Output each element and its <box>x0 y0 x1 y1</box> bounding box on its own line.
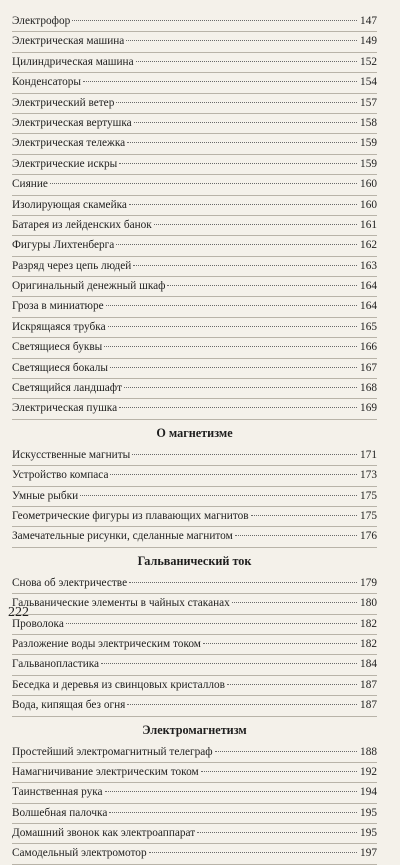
toc-entry-title: Волшебная палочка <box>12 806 108 819</box>
dot-leader <box>129 582 357 583</box>
toc-entry <box>12 574 377 594</box>
toc-entry-page: 175 <box>360 509 377 522</box>
toc-entry <box>12 676 377 696</box>
dot-leader <box>215 751 357 752</box>
toc-entry-page: 147 <box>360 15 377 27</box>
toc-entry <box>12 297 377 317</box>
toc-entry-title: Искусственные магниты <box>12 448 131 461</box>
toc-entry-title: Самодельный электромотор <box>12 847 147 860</box>
dot-leader <box>110 474 357 475</box>
dot-leader <box>104 346 357 347</box>
toc-entry-title: Фигуры Лихтенберга <box>12 239 115 252</box>
toc-entry-page: 163 <box>360 259 377 272</box>
toc-entry-title: Проволока <box>12 617 64 630</box>
toc-entry <box>12 446 377 466</box>
toc-entry-title: Разложение воды электрическим током <box>12 637 201 650</box>
toc-entry-title: Замечательные рисунки, сделанные магнитом <box>12 530 233 543</box>
toc-entry <box>12 175 377 195</box>
dot-leader <box>227 684 357 685</box>
dot-leader <box>126 40 357 41</box>
toc-entry-page: 171 <box>360 448 377 461</box>
dot-leader <box>80 495 357 496</box>
dot-leader <box>116 102 357 103</box>
dot-leader <box>105 791 357 792</box>
dot-leader <box>197 832 357 833</box>
toc-entry <box>12 763 377 783</box>
toc-entry-title: Оригинальный денежный шкаф <box>12 280 166 293</box>
toc-entry-title: Конденсаторы <box>12 76 82 89</box>
dot-leader <box>232 602 357 603</box>
dot-leader <box>251 515 357 516</box>
toc-entry <box>12 655 377 675</box>
toc-entry-title: Вода, кипящая без огня <box>12 699 126 712</box>
toc-entry-page: 164 <box>360 300 377 313</box>
dot-leader <box>101 663 357 664</box>
toc-entry-title: Домашний звонок как электроаппарат <box>12 827 196 840</box>
toc-entry-title: Искрящаяся трубка <box>12 320 106 333</box>
toc-entry <box>12 743 377 763</box>
section-heading: Гальванический ток <box>137 553 252 568</box>
dot-leader <box>154 224 357 225</box>
toc-entry-page: 182 <box>360 617 377 630</box>
toc-entry-title: Намагничивание электрическим током <box>12 765 199 778</box>
toc-entry-title: Гальванические элементы в чайных стаканах <box>12 597 230 610</box>
toc-entry-title: Беседка и деревья из свинцовых кристаллов <box>12 678 226 691</box>
toc-entry-page: 168 <box>360 382 377 395</box>
dot-leader <box>119 163 357 164</box>
toc-entry <box>12 527 377 547</box>
toc-entry-title: Светящиеся буквы <box>12 341 103 354</box>
toc-entry-page: 179 <box>360 576 377 589</box>
dot-leader <box>133 265 357 266</box>
dot-leader <box>132 454 357 455</box>
dot-leader <box>72 20 357 21</box>
toc-entry-title: Электрическая пушка <box>12 402 118 415</box>
toc-entry-page: 158 <box>360 116 377 129</box>
toc-entry-page: 154 <box>360 76 377 89</box>
toc-entry-page: 162 <box>360 239 377 252</box>
toc-entry-title: Геометрические фигуры из плавающих магнитов <box>12 509 249 522</box>
dot-leader <box>136 61 357 62</box>
toc-entry-page: 160 <box>360 178 377 191</box>
toc-entry <box>12 338 377 358</box>
toc-entry-page: 164 <box>360 280 377 293</box>
toc-entry <box>12 466 377 486</box>
toc-entry-title: Электрическая вертушка <box>12 116 132 129</box>
dot-leader <box>149 852 357 853</box>
toc-entry <box>12 114 377 134</box>
toc-entry-title: Гроза в миниатюре <box>12 300 104 313</box>
toc-entry-title: Простейший электромагнитный телеграф <box>12 745 213 758</box>
dot-leader <box>127 142 357 143</box>
toc-entry-page: 176 <box>360 530 377 543</box>
dot-leader <box>129 204 357 205</box>
dot-leader <box>203 643 357 644</box>
toc-entry-title: Сияние <box>12 178 48 191</box>
toc-entry-title: Батарея из лейденских банок <box>12 218 152 231</box>
toc-entry-page: 188 <box>360 745 377 758</box>
toc-entry-page: 157 <box>360 96 377 109</box>
toc-entry-page: 184 <box>360 658 377 671</box>
toc-entry-page: 167 <box>360 361 377 374</box>
toc-entry <box>12 155 377 175</box>
page-number: 222 <box>8 605 29 620</box>
dot-leader <box>127 704 357 705</box>
dot-leader <box>106 305 357 306</box>
toc-entry-page: 182 <box>360 637 377 650</box>
toc-entry <box>12 94 377 114</box>
toc-entry-title: Снова об электричестве <box>12 576 128 589</box>
toc-entry <box>12 844 377 864</box>
dot-leader <box>110 367 357 368</box>
toc-entry-page: 187 <box>360 678 377 691</box>
toc-entry <box>12 277 377 297</box>
dot-leader <box>134 122 357 123</box>
toc-entry-title: Электрическая машина <box>12 35 125 48</box>
toc-entry <box>12 196 377 216</box>
toc-entry-page: 194 <box>360 786 377 799</box>
toc-entry-page: 169 <box>360 402 377 415</box>
toc-entry-page: 180 <box>360 597 377 610</box>
toc-entry-page: 161 <box>360 218 377 231</box>
toc-entry-page: 165 <box>360 320 377 333</box>
toc-entry-page: 195 <box>360 827 377 840</box>
toc-entry <box>12 236 377 256</box>
toc-entry-page: 195 <box>360 806 377 819</box>
toc-entry-title: Разряд через цепь людей <box>12 259 132 272</box>
toc-entry <box>12 379 377 399</box>
table-of-contents <box>12 12 377 865</box>
toc-entry <box>12 73 377 93</box>
dot-leader <box>167 285 357 286</box>
toc-entry <box>12 12 377 32</box>
toc-entry <box>12 318 377 338</box>
toc-entry-page: 187 <box>360 699 377 712</box>
toc-entry <box>12 507 377 527</box>
toc-entry <box>12 487 377 507</box>
dot-leader <box>108 326 357 327</box>
dot-leader <box>50 183 357 184</box>
toc-entry <box>12 696 377 716</box>
dot-leader <box>109 812 357 813</box>
toc-entry <box>12 824 377 844</box>
dot-leader <box>119 407 357 408</box>
toc-entry-page: 175 <box>360 489 377 502</box>
toc-entry <box>12 53 377 73</box>
section-heading: О магнетизме <box>156 425 233 440</box>
toc-entry-title: Светящиеся бокалы <box>12 361 108 374</box>
toc-entry-title: Таинственная рука <box>12 786 103 799</box>
toc-entry-page: 160 <box>360 198 377 211</box>
toc-entry-page: 197 <box>360 847 377 860</box>
dot-leader <box>116 244 357 245</box>
dot-leader <box>66 623 357 624</box>
dot-leader <box>83 81 357 82</box>
toc-entry-title: Умные рыбки <box>12 489 79 502</box>
toc-entry-page: 159 <box>360 157 377 170</box>
toc-entry-title: Электрическая тележка <box>12 137 126 150</box>
toc-entry <box>12 216 377 236</box>
section-heading: Электромагнетизм <box>142 722 247 737</box>
toc-entry-title: Электрический ветер <box>12 96 115 109</box>
toc-entry-title: Электрофор <box>12 15 71 27</box>
toc-entry <box>12 615 377 635</box>
toc-entry <box>12 594 377 614</box>
dot-leader <box>201 771 357 772</box>
toc-entry-page: 152 <box>360 55 377 68</box>
toc-entry-page: 149 <box>360 35 377 48</box>
toc-entry-title: Устройство компаса <box>12 469 109 482</box>
toc-entry-title: Изолирующая скамейка <box>12 198 127 211</box>
toc-entry <box>12 783 377 803</box>
toc-entry <box>12 134 377 154</box>
dot-leader <box>124 387 357 388</box>
toc-entry-title: Гальванопластика <box>12 658 100 671</box>
toc-entry-title: Цилиндрическая машина <box>12 55 134 68</box>
toc-entry <box>12 32 377 52</box>
toc-entry <box>12 635 377 655</box>
toc-entry <box>12 359 377 379</box>
toc-entry-title: Электрические искры <box>12 157 118 170</box>
toc-entry <box>12 804 377 824</box>
toc-entry-page: 192 <box>360 765 377 778</box>
toc-entry-page: 166 <box>360 341 377 354</box>
toc-entry <box>12 257 377 277</box>
toc-entry-page: 159 <box>360 137 377 150</box>
toc-entry-page: 173 <box>360 469 377 482</box>
toc-entry <box>12 399 377 419</box>
toc-entry-title: Светящийся ландшафт <box>12 382 123 395</box>
dot-leader <box>235 535 357 536</box>
